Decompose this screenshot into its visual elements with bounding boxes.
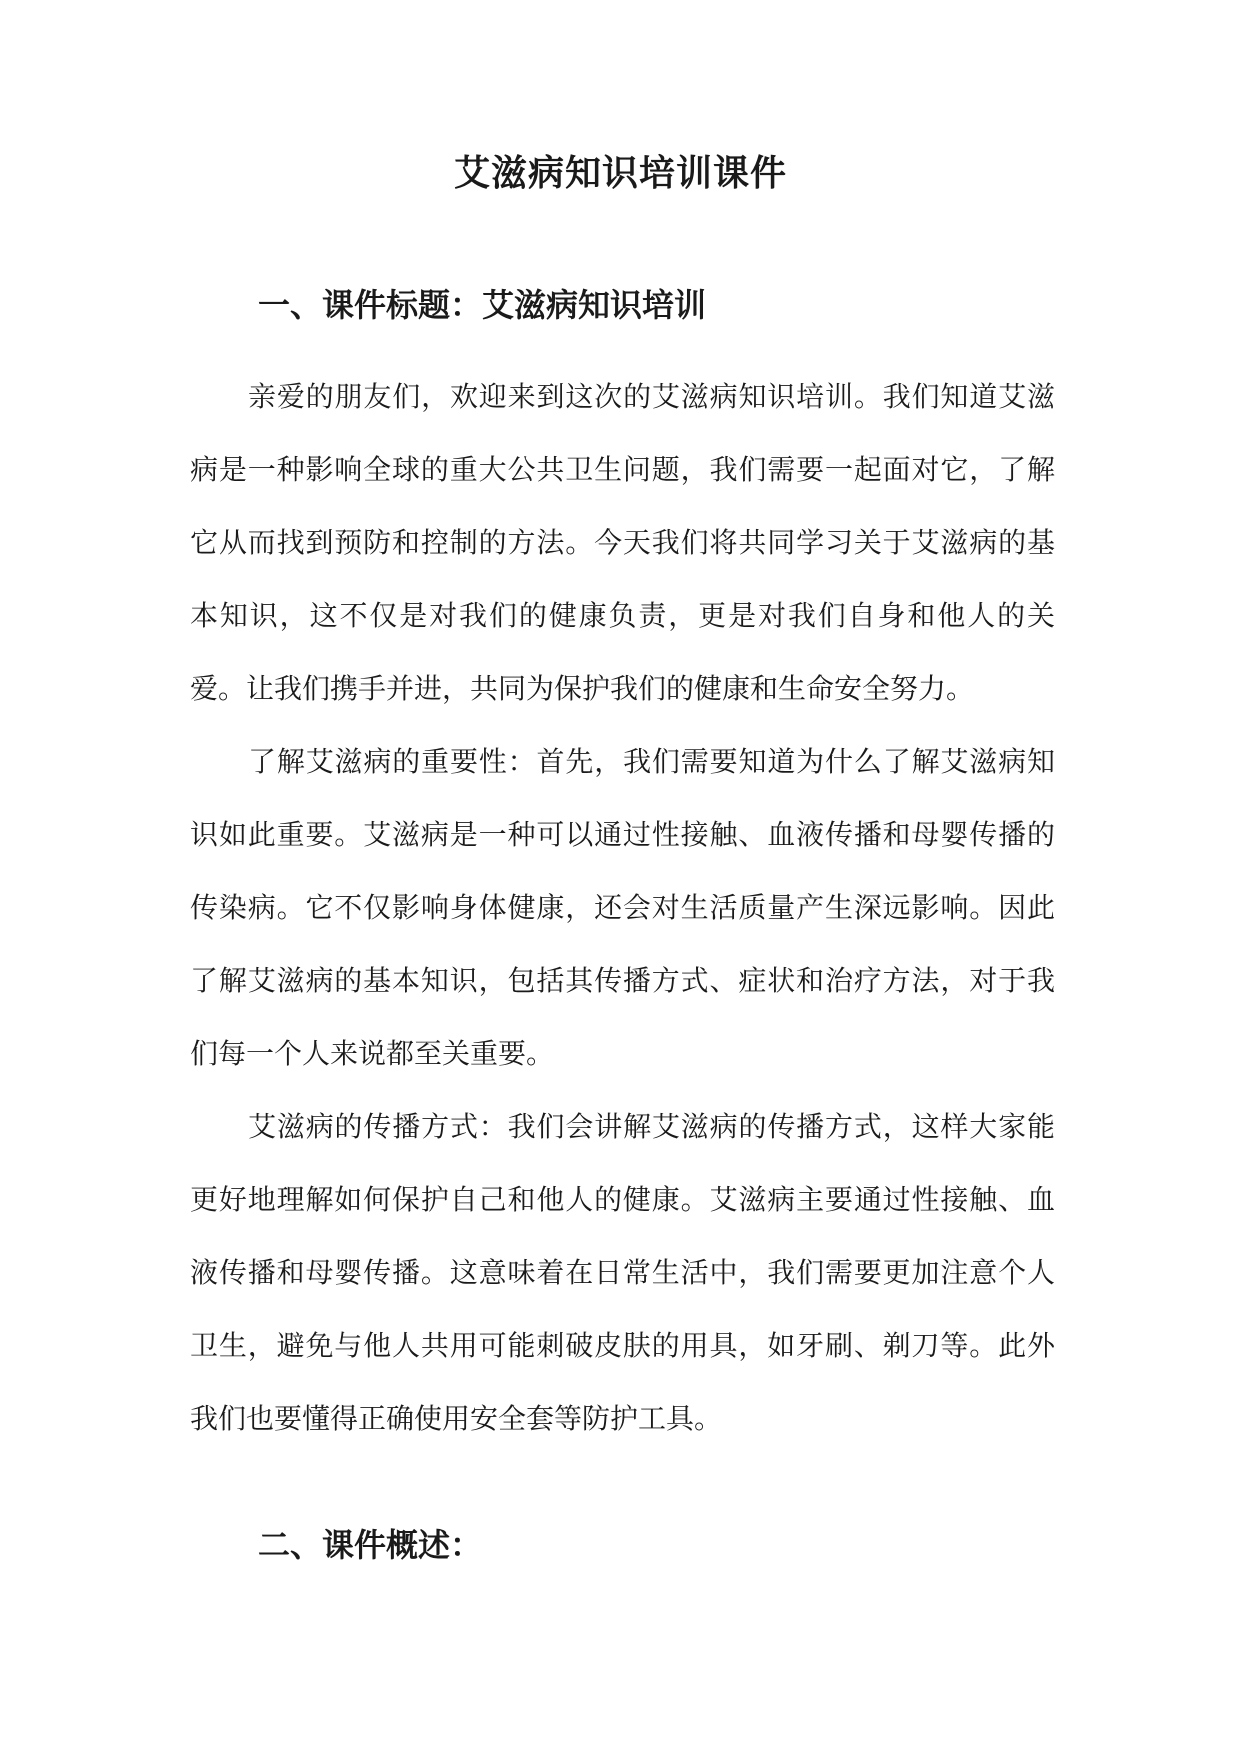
- paragraph-transmission: 艾滋病的传播方式：我们会讲解艾滋病的传播方式，这样大家能更好地理解如何保护自己和他人的健康。艾滋病主要通过性接触、血液传播和母婴传播。这意味着在日常生活中，我们需要更加注意个人卫生，避免与他人共用可能刺破皮肤的用具，如牙刷、剃刀等。此外我们也要懂得正确使用安全套等防护工具。: [190, 1110, 1055, 1435]
- section-heading-overview: 二、课件概述：: [258, 1526, 483, 1564]
- document-title: 艾滋病知识培训课件: [453, 153, 787, 194]
- paragraph-welcome: 亲爱的朋友们，欢迎来到这次的艾滋病知识培训。我们知道艾滋病是一种影响全球的重大公共卫生问题，我们需要一起面对它，了解它从而找到预防和控制的方法。今天我们将共同学习关于艾滋病的基本知识，这不仅是对我们的健康负责，更是对我们自身和他人的关爱。让我们携手并进，共同为保护我们的健康和生命安全努力。: [190, 380, 1055, 705]
- paragraph-importance: 了解艾滋病的重要性：首先，我们需要知道为什么了解艾滋病知识如此重要。艾滋病是一种可以通过性接触、血液传播和母婴传播的传染病。它不仅影响身体健康，还会对生活质量产生深远影响。因此了解艾滋病的基本知识，包括其传播方式、症状和治疗方法，对于我们每一个人来说都至关重要。: [190, 745, 1055, 1070]
- section-heading-course-title: 一、课件标题：艾滋病知识培训: [258, 286, 707, 324]
